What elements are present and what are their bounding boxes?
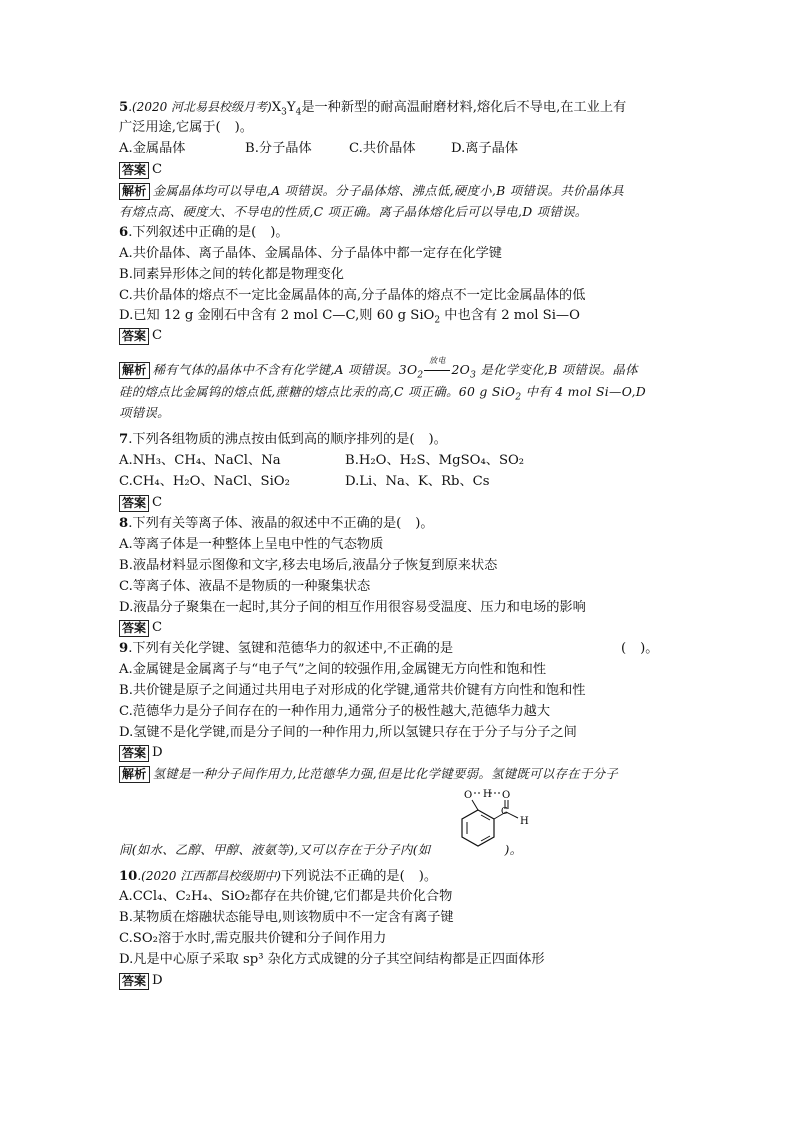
q8-answer-value: C — [152, 620, 163, 635]
q9-stem — [119, 639, 679, 659]
q6-expl-text2-end: 中有 4 mol Si—O,D — [521, 384, 646, 399]
q6-stem-text: .下列叙述中正确的是( — [128, 225, 257, 240]
explanation-tag: 解析 — [119, 183, 150, 200]
q5-option-a: A.金属晶体 — [119, 141, 186, 156]
q5-explanation-line1 — [119, 181, 624, 201]
q9-expl-text1: 氢键是一种分子间作用力,比范德华力强,但是比化学键要弱。氢键既可以存在于分子 — [152, 766, 618, 781]
q9-option-b: B.共价键是原子之间通过共用电子对形成的化学键,通常共价键有方向性和饱和性 — [119, 683, 586, 698]
q5-number: 5 — [119, 100, 129, 115]
q10-answer — [119, 971, 163, 992]
q7-number: 7 — [119, 432, 129, 447]
answer-tag: 答案 — [119, 973, 149, 990]
q9-option-c: C.范德华力是分子间存在的一种作用力,通常分子的极性越大,范德华力越大 — [119, 704, 551, 719]
q6-expl-text2: 硅的熔点比金属钨的熔点低,蔗糖的熔点比汞的高,C 项正确。60 g SiO — [119, 384, 516, 399]
reaction-arrow — [423, 356, 451, 380]
struct-h1: H — [483, 789, 492, 800]
q5-stem-line2 — [119, 118, 253, 138]
q5-stem-text: 是一种新型的耐高温耐磨材料,熔化后不导电,在工业上有 — [301, 100, 627, 115]
q10-stem-end: )。 — [418, 869, 438, 884]
q6-option-c: C.共价晶体的熔点不一定比金属晶体的高,分子晶体的熔点不一定比金属晶体的低 — [119, 288, 586, 303]
q5-explanation-line2: 有熔点高、硬度大、不导电的性质,C 项正确。离子晶体熔化后可以导电,D 项错误。 — [119, 204, 588, 219]
q7-stem-end: )。 — [428, 432, 447, 447]
q10-answer-value: D — [152, 973, 163, 988]
struct-c: C — [501, 807, 508, 817]
q9-answer — [119, 743, 163, 764]
q9-expl-text2: 间(如水、乙醇、甲醇、液氨等),又可以存在于分子内(如 — [119, 842, 431, 857]
q9-answer-value: D — [152, 745, 163, 760]
q6-answer — [119, 326, 162, 347]
explanation-tag: 解析 — [119, 766, 150, 783]
q5-formula-x: X — [271, 100, 282, 115]
struct-o1: O — [464, 790, 473, 801]
q5-stem-text2: 广泛用途,它属于( — [119, 120, 221, 135]
q5-option-c: C.共价晶体 — [349, 141, 416, 156]
q10-option-a: A.CCl₄、C₂H₄、SiO₂都存在共价键,它们都是共价化合物 — [119, 889, 453, 904]
q7-stem-text: .下列各组物质的沸点按由低到高的顺序排列的是( — [128, 432, 415, 447]
answer-tag: 答案 — [119, 328, 149, 345]
q6-option-b: B.同素异形体之间的转化都是物理变化 — [119, 267, 344, 282]
answer-tag: 答案 — [119, 620, 149, 637]
q8-number: 8 — [119, 516, 129, 531]
q7-stem — [119, 430, 447, 450]
q9-number: 9 — [119, 641, 129, 656]
q10-number: 10 — [119, 869, 138, 884]
q5-stem-end: )。 — [234, 120, 253, 135]
q6-option-a: A.共价晶体、离子晶体、金属晶体、分子晶体中都一定存在化学键 — [119, 246, 502, 261]
q7-option-b: B.H₂O、H₂S、MgSO₄、SO₂ — [345, 453, 525, 468]
q8-option-c: C.等离子体、液晶不是物质的一种聚集状态 — [119, 579, 371, 594]
q8-stem — [119, 514, 434, 534]
q7-option-d: D.Li、Na、K、Rb、Cs — [345, 474, 490, 489]
q9-explanation-line1 — [119, 764, 618, 784]
q6-number: 6 — [119, 225, 129, 240]
q5-option-b: B.分子晶体 — [245, 141, 312, 156]
q9-option-d: D.氢键不是化学键,而是分子间的一种作用力,所以氢键只存在于分子与分子之间 — [119, 725, 577, 740]
explanation-tag: 解析 — [119, 362, 150, 379]
q9-stem-bracket — [621, 639, 659, 659]
answer-tag: 答案 — [119, 495, 149, 512]
q8-stem-text: .下列有关等离子体、液晶的叙述中不正确的是( — [128, 516, 402, 531]
q9-option-a: A.金属键是金属离子与“电子气”之间的较强作用,金属键无方向性和饱和性 — [119, 662, 547, 677]
q5-source: .(2020 河北易县校级月考) — [128, 100, 272, 114]
q10-option-d: D.凡是中心原子采取 sp³ 杂化方式成键的分子其空间结构都是正四面体形 — [119, 952, 545, 967]
q8-option-a: A.等离子体是一种整体上呈电中性的气态物质 — [119, 537, 384, 552]
q9-paren-open: ( — [621, 641, 627, 656]
q10-stem-text: 下列说法不正确的是( — [280, 869, 405, 884]
q6-optd-text2: 中也含有 2 mol Si—O — [440, 308, 580, 323]
q5-answer — [119, 160, 162, 181]
q6-expl-sub3: 2 — [515, 392, 522, 403]
q5-option-d: D.离子晶体 — [451, 141, 519, 156]
q10-option-b: B.某物质在熔融状态能导电,则该物质中不一定含有离子键 — [119, 910, 454, 925]
q8-answer — [119, 618, 162, 639]
q7-answer — [119, 493, 162, 514]
q8-stem-end: )。 — [415, 516, 434, 531]
q9-expl-text2-end: )。 — [504, 842, 523, 857]
q6-expl-text-c: 是化学变化,B 项错误。晶体 — [476, 362, 638, 377]
answer-tag: 答案 — [119, 162, 149, 179]
q10-source: .(2020 江西都昌校级期中) — [137, 869, 281, 883]
q10-option-c: C.SO₂溶于水时,需克服共价键和分子间作用力 — [119, 931, 387, 946]
answer-tag: 答案 — [119, 745, 149, 762]
q9-stem-text: .下列有关化学键、氢键和范德华力的叙述中,不正确的是 — [128, 641, 454, 656]
q5-answer-value: C — [152, 162, 163, 177]
q6-explanation-line2 — [119, 382, 646, 407]
q5-sub2: 4 — [295, 107, 302, 118]
q6-optd-text: D.已知 12 g 金刚石中含有 2 mol C—C,则 60 g SiO — [119, 308, 435, 323]
q6-stem — [119, 223, 289, 243]
q5-formula-y: Y — [286, 100, 296, 115]
q8-option-d: D.液晶分子聚集在一起时,其分子间的相互作用很容易受温度、压力和电场的影响 — [119, 600, 586, 615]
q6-expl-sub2: 3 — [470, 370, 477, 381]
q6-explanation-line3: 项错误。 — [119, 405, 170, 420]
q9-stem-end: )。 — [640, 641, 659, 656]
q6-expl-text-a: 稀有气体的晶体中不含有化学键,A 项错误。3O — [152, 362, 418, 377]
struct-h2: H — [520, 816, 529, 827]
q7-option-c: C.CH₄、H₂O、NaCl、SiO₂ — [119, 474, 290, 489]
q7-answer-value: C — [152, 495, 163, 510]
q6-expl-text-b: 2O — [451, 362, 471, 377]
reaction-condition: 放电 — [429, 356, 446, 365]
q8-option-b: B.液晶材料显示图像和文字,移去电场后,液晶分子恢复到原来状态 — [119, 558, 498, 573]
q5-expl-text1: 金属晶体均可以导电,A 项错误。分子晶体熔、沸点低,硬度小,B 项错误。共价晶体具 — [152, 183, 624, 198]
q5-sub1: 3 — [281, 107, 287, 118]
q6-option-d — [119, 306, 580, 331]
q6-stem-end: )。 — [270, 225, 289, 240]
q10-stem — [119, 866, 437, 887]
struct-o2: O — [502, 790, 511, 801]
q6-expl-sub1: 2 — [417, 370, 424, 381]
q6-optd-sub: 2 — [434, 315, 441, 326]
q7-option-a: A.NH₃、CH₄、NaCl、Na — [119, 453, 281, 468]
q6-answer-value: C — [152, 328, 163, 343]
salicylaldehyde-structure — [448, 788, 540, 854]
